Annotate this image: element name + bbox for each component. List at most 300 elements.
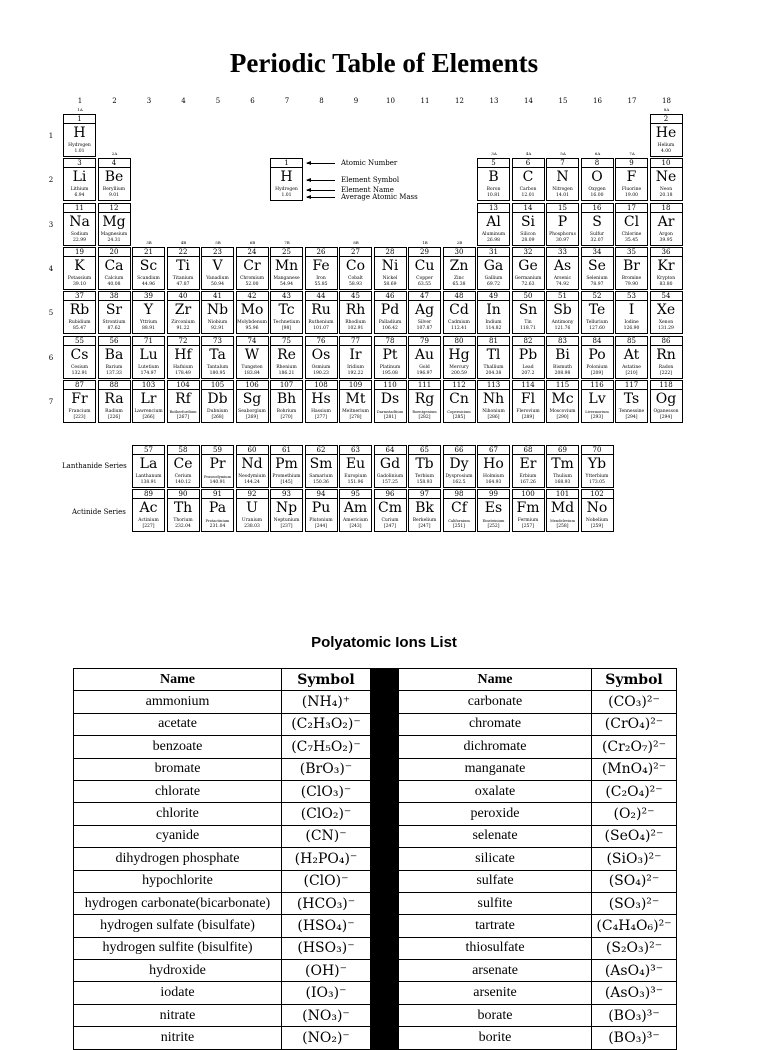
element-symbol: Ne [655,169,677,186]
ion-name: hydrogen sulfite (bisulfite) [74,937,282,959]
ions-row [74,736,677,758]
atomic-number: 45 [340,292,371,301]
group-number: 15 [558,97,568,105]
element-name: Bismuth [553,364,572,370]
group-number: 5 [215,97,221,105]
element-cell-as [546,247,579,290]
atomic-mass: 132.91 [71,370,88,376]
element-symbol: Tm [551,456,574,472]
element-cell-mg [98,203,131,246]
ion-name: chlorite [74,803,282,825]
ions-divider [371,937,399,959]
element-symbol: P [557,213,568,230]
element-cell-er [512,445,545,488]
ion-symbol: (OH)⁻ [282,960,371,982]
atomic-mass: 137.33 [106,370,122,376]
element-symbol: Tl [486,346,501,363]
element-name: Beryllium [102,187,126,193]
element-symbol: Y [143,302,154,319]
element-cell-ho [477,445,510,488]
element-cell-o [581,158,614,201]
atomic-number: 79 [409,337,440,346]
atomic-number: 105 [202,381,233,390]
ion-name: dichromate [399,736,592,758]
element-cell-ne [650,158,683,201]
element-cell-sr [98,291,131,334]
atomic-mass: 92.91 [211,326,224,332]
element-cell-zn [443,247,476,290]
atomic-mass: 52.00 [245,281,259,287]
atomic-mass: 232.04 [175,524,191,529]
atomic-number: 46 [375,292,406,301]
element-symbol: Be [104,169,124,186]
atomic-mass: 126.90 [623,326,640,332]
ion-symbol: (HCO₃)⁻ [282,892,371,914]
element-cell-f [615,158,648,201]
atomic-mass: 138.91 [140,480,157,485]
atomic-number: 88 [99,381,130,390]
element-name: Lithium [70,187,89,193]
atomic-mass: 69.72 [487,281,500,287]
element-symbol: Nh [482,390,505,407]
atomic-number: 74 [237,337,268,346]
element-cell-yb [581,445,614,488]
ion-symbol: (SO₄)²⁻ [592,870,677,892]
atomic-mass: [285] [452,414,466,420]
element-name: Arsenic [553,275,572,281]
element-symbol: Cn [449,390,469,407]
atomic-mass: 231.04 [209,524,226,529]
ion-name: benzoate [74,736,282,758]
atomic-number: 110 [375,381,406,390]
atomic-number: 30 [444,248,475,257]
legend-name: Hydrogen [275,187,298,192]
atomic-number: 50 [513,292,544,301]
element-name: Chromium [239,275,265,281]
atomic-mass: 39.95 [659,237,673,243]
element-name: Oxygen [588,187,606,193]
atomic-number: 103 [133,381,164,390]
legend-label-name: Element Name [341,186,394,194]
atomic-mass: 72.63 [521,281,535,287]
element-symbol: F [626,169,637,186]
element-name: Tantalum [206,364,229,370]
element-symbol: Ir [349,346,362,363]
group-sub-label: 4A [525,151,532,156]
element-cell-br [615,247,648,290]
atomic-number: 90 [168,490,199,499]
atomic-mass: 54.94 [280,281,293,287]
element-name: Selenium [586,275,608,281]
element-cell-ag [408,291,441,334]
ion-symbol: (NO₂)⁻ [282,1027,371,1049]
atomic-mass: 83.80 [659,281,673,287]
element-symbol: Os [311,346,331,363]
ion-name: arsenite [399,982,592,1004]
atomic-mass: 24.31 [107,237,121,243]
element-name: Silicon [520,231,536,237]
ion-name: borite [399,1027,592,1049]
group-number: 10 [386,97,395,105]
atomic-mass: 144.24 [244,480,260,485]
ion-name: acetate [74,713,282,735]
atomic-mass: [210] [625,370,638,376]
group-sub-label: 6A [594,151,601,156]
atomic-mass: 63.55 [418,281,431,287]
group-number: 6 [250,97,255,105]
atomic-number: 98 [444,490,475,499]
element-cell-ce [167,445,200,488]
atomic-number: 21 [133,248,164,257]
group-sub-label: 1A [77,107,83,112]
ion-name: bromate [74,758,282,780]
ions-divider [371,803,399,825]
atomic-mass: 208.98 [554,370,571,376]
ion-name: selenate [399,825,592,847]
element-cell-po [581,336,614,379]
element-name: Americium [343,518,368,523]
element-name: Thallium [483,364,504,370]
element-name: Iron [316,275,326,281]
element-name: Protactinium [205,519,230,523]
ion-name: silicate [399,848,592,870]
element-cell-sg [236,380,269,423]
element-cell-al [477,203,510,246]
element-symbol: Cf [451,500,467,516]
group-number: 17 [627,97,637,105]
element-symbol: Au [414,346,435,363]
element-symbol: Sm [309,456,333,472]
atomic-mass: [243] [349,524,362,529]
element-name: Gadolinium [376,474,404,479]
ions-divider [371,736,399,758]
element-symbol: Ag [414,302,435,319]
atomic-number: 7 [547,159,578,168]
atomic-number: 107 [271,381,302,390]
element-cell-sb [546,291,579,334]
atomic-mass: [223] [73,414,86,420]
element-symbol: Sb [553,302,572,319]
atomic-number: 71 [133,337,164,346]
ion-symbol: (O₂)²⁻ [592,803,677,825]
atomic-mass: 9.01 [108,193,120,199]
atomic-mass: 28.09 [521,237,535,243]
element-name: Aluminum [481,231,506,237]
atomic-mass: 58.69 [383,281,397,287]
element-cell-pu [305,489,338,532]
element-name: Thulium [553,474,572,479]
atomic-number: 83 [547,337,578,346]
atomic-number: 8 [582,159,613,168]
element-name: Promethium [272,474,301,479]
element-name: Barium [105,364,123,370]
element-symbol: Lr [140,390,157,407]
element-cell-zr [167,291,200,334]
atomic-number: 37 [64,292,95,301]
atomic-number: 64 [375,446,406,455]
atomic-number: 82 [513,337,544,346]
ions-row [74,803,677,825]
element-name: Lead [522,364,534,370]
atomic-mass: [252] [487,524,500,529]
element-symbol: Es [484,500,503,516]
ion-name: hydrogen sulfate (bisulfate) [74,915,282,937]
element-name: Bohrium [276,408,297,414]
element-cell-bh [270,380,303,423]
element-name: Indium [485,320,502,326]
atomic-mass: 88.91 [142,326,155,332]
atomic-number: 23 [202,248,233,257]
element-symbol: Sn [518,302,538,319]
atomic-number: 13 [478,204,509,213]
element-name: Cesium [70,364,89,370]
group-number: 16 [593,97,602,105]
element-symbol: Si [520,213,536,230]
atomic-number: 34 [582,248,613,257]
element-name: Cerium [174,474,192,479]
atomic-mass: 195.08 [382,370,398,376]
atomic-mass: 157.25 [382,480,398,485]
atomic-mass: 106.42 [382,326,398,332]
element-symbol: Ts [623,390,640,407]
atomic-mass: 19.00 [625,193,638,199]
element-symbol: Hg [448,346,470,363]
atomic-mass: 118.71 [520,326,536,332]
atomic-mass: 102.91 [347,326,364,332]
element-name: Tellurium [586,320,608,326]
element-name: Samarium [309,474,333,479]
ion-symbol: (NH₄)⁺ [282,691,371,713]
ions-header-row [74,669,677,691]
atomic-mass: [258] [556,524,569,529]
element-symbol: Co [345,257,366,274]
element-cell-cr [236,247,269,290]
atomic-mass: 151.96 [347,480,364,485]
element-symbol: Lv [588,390,606,407]
atomic-mass: 91.22 [176,326,190,332]
element-name: Phosphorus [549,231,576,237]
atomic-mass: 121.76 [554,326,571,332]
element-cell-ba [98,336,131,379]
group-number: 13 [489,97,499,105]
element-symbol: Ac [139,500,158,516]
element-symbol: N [556,169,569,186]
element-name: Scandium [137,275,160,281]
atomic-mass: 79.90 [625,281,638,287]
atomic-number: 47 [409,292,440,301]
ion-name: borate [399,1004,592,1026]
element-symbol: Cu [414,257,435,274]
element-symbol: Nb [206,302,229,319]
atomic-number: 84 [582,337,613,346]
legend-arrow-name [307,190,335,191]
element-symbol: Og [655,390,677,407]
period-number: 4 [48,264,54,273]
element-name: Iodine [624,320,639,326]
element-symbol: Fm [516,500,540,516]
element-cell-w [236,336,269,379]
element-cell-b [477,158,510,201]
element-symbol: La [139,456,158,472]
atomic-mass: 39.10 [73,281,86,287]
element-symbol: No [586,500,608,516]
atomic-mass: [247] [383,524,397,529]
atomic-number: 111 [409,381,440,390]
element-name: Lutetium [138,364,159,370]
element-symbol: Dy [449,456,469,472]
element-name: Oganesson [653,408,679,414]
element-name: Curium [381,518,399,523]
element-cell-cn [443,380,476,423]
atomic-mass: [294] [625,414,638,420]
atomic-number: 104 [168,381,199,390]
element-name: Calcium [104,275,124,281]
element-cell-tm [546,445,579,488]
group-sub-label: 4B [180,240,187,245]
element-cell-rh [339,291,372,334]
element-name: Plutonium [309,518,333,523]
element-name: Thorium [173,518,193,523]
element-name: Dubnium [207,408,228,414]
atomic-number: 69 [547,446,578,455]
element-symbol: Er [519,456,537,472]
ions-divider [371,982,399,1004]
element-name: Nitrogen [552,187,573,193]
legend-label-symbol: Element Symbol [341,176,400,184]
element-name: Astatine [622,364,641,370]
element-name: Manganese [273,275,300,281]
element-symbol: Np [275,500,298,516]
atomic-mass: 16.00 [590,193,604,199]
atomic-mass: [290] [556,414,569,420]
ions-divider [371,892,399,914]
element-name: Hydrogen [68,143,91,148]
atomic-mass: [247] [418,524,431,529]
ions-divider [371,1004,399,1026]
atomic-number: 15 [547,204,578,213]
atomic-mass: [289] [521,414,535,420]
element-symbol: Yb [587,456,607,472]
atomic-mass: 22.99 [73,237,86,243]
element-cell-li [63,158,96,201]
ion-symbol: (H₂PO₄)⁻ [282,848,371,870]
element-symbol: Li [72,169,87,186]
element-name: Gallium [484,275,503,281]
element-symbol: Pb [518,346,538,363]
atomic-number: 1 [64,115,95,124]
legend-arrow-symbol [307,180,335,181]
ion-symbol: (MnO₄)²⁻ [592,758,677,780]
element-name: Zirconium [171,320,195,326]
atomic-mass: 162.5 [452,480,466,485]
element-symbol: Cl [623,213,640,230]
atomic-mass: [251] [452,524,466,529]
element-cell-db [201,380,234,423]
element-name: Antimony [551,320,574,326]
element-symbol: Sc [139,257,158,274]
element-symbol: Cm [378,500,402,516]
atomic-number: 16 [582,204,613,213]
atomic-mass: [237] [280,524,293,529]
atomic-mass: 47.87 [176,281,190,287]
atomic-mass: 168.93 [554,480,571,485]
element-symbol: Ni [381,257,399,274]
atomic-mass: 35.45 [625,237,638,243]
atomic-mass: 186.21 [278,370,295,376]
atomic-mass: 196.97 [416,370,433,376]
atomic-mass: 204.38 [485,370,502,376]
element-cell-tc [270,291,303,334]
element-symbol: Sg [242,390,262,407]
element-symbol: Xe [656,302,676,319]
atomic-number: 62 [306,446,337,455]
atomic-number: 60 [237,446,268,455]
atomic-mass: 180.95 [209,370,226,376]
ion-name: hydrogen carbonate(bicarbonate) [74,892,282,914]
element-cell-au [408,336,441,379]
element-name: Ytterbium [585,474,609,479]
element-cell-gd [374,445,407,488]
element-name: Mercury [449,364,469,370]
atomic-number: 12 [99,204,130,213]
atomic-mass: 238.03 [244,524,260,529]
element-cell-ac [132,489,165,532]
element-name: Rubidium [68,320,91,326]
atomic-mass: [222] [659,370,673,376]
atomic-mass: [268] [211,414,224,420]
element-name: Lanthanum [135,474,162,479]
element-symbol: Zr [174,302,192,319]
element-cell-pr [201,445,234,488]
element-name: Yttrium [139,320,158,326]
atomic-mass: 4.00 [660,149,672,154]
ion-symbol: (ClO₂)⁻ [282,803,371,825]
element-cell-og [650,380,683,423]
element-cell-rg [408,380,441,423]
period-number: 3 [48,220,54,229]
ion-name: dihydrogen phosphate [74,848,282,870]
ion-symbol: (HSO₃)⁻ [282,937,371,959]
element-symbol: Hs [311,390,331,407]
ions-row [74,713,677,735]
atomic-number: 32 [513,248,544,257]
atomic-mass: [282] [418,414,431,420]
element-name: Zinc [454,275,464,281]
atomic-number: 76 [306,337,337,346]
atomic-number: 28 [375,248,406,257]
element-name: Ruthenium [308,320,334,326]
ions-row [74,1004,677,1026]
element-cell-lv [581,380,614,423]
element-cell-cf [443,489,476,532]
element-symbol: Bi [555,346,570,363]
element-cell-dy [443,445,476,488]
atomic-number: 115 [547,381,578,390]
atomic-mass: 87.62 [107,326,121,332]
ion-name: ammonium [74,691,282,713]
ions-row [74,691,677,713]
element-name: Praseodymium [203,475,232,479]
element-symbol: Fe [312,257,330,274]
atomic-number: 33 [547,248,578,257]
element-name: Titanium [172,275,194,281]
atomic-mass: 6.94 [74,193,85,199]
atomic-mass: [286] [487,414,500,420]
element-name: Iridium [347,364,364,370]
element-cell-es [477,489,510,532]
group-number: 4 [181,97,186,105]
element-symbol: Ti [176,257,190,274]
